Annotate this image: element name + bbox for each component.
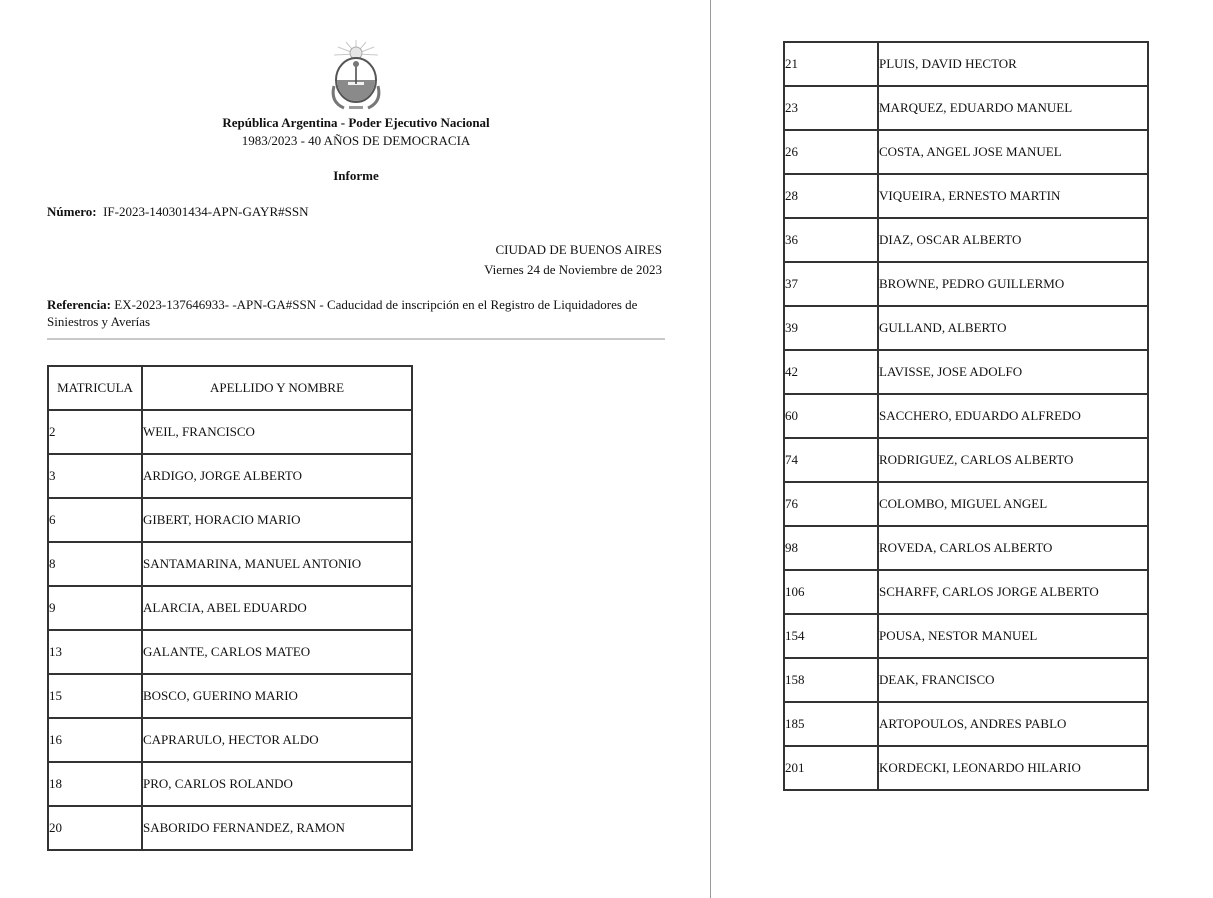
nombre-cell: DIAZ, OSCAR ALBERTO bbox=[878, 218, 1148, 262]
nombre-cell: KORDECKI, LEONARDO HILARIO bbox=[878, 746, 1148, 790]
nombre-cell: ROVEDA, CARLOS ALBERTO bbox=[878, 526, 1148, 570]
document-number-value: IF-2023-140301434-APN-GAYR#SSN bbox=[103, 204, 309, 219]
table-row bbox=[784, 86, 1148, 130]
table-row bbox=[784, 438, 1148, 482]
nombre-cell: PRO, CARLOS ROLANDO bbox=[142, 762, 412, 806]
table-row bbox=[48, 454, 412, 498]
matricula-cell: 2 bbox=[48, 410, 142, 454]
reference-label: Referencia: bbox=[47, 297, 112, 312]
nombre-cell: DEAK, FRANCISCO bbox=[878, 658, 1148, 702]
matricula-cell: 9 bbox=[48, 586, 142, 630]
matricula-cell: 98 bbox=[784, 526, 878, 570]
matricula-cell: 76 bbox=[784, 482, 878, 526]
document-reference bbox=[47, 296, 665, 330]
matricula-cell: 13 bbox=[48, 630, 142, 674]
matricula-cell: 26 bbox=[784, 130, 878, 174]
document-date: Viernes 24 de Noviembre de 2023 bbox=[484, 262, 662, 277]
table-row bbox=[784, 262, 1148, 306]
matricula-cell: 23 bbox=[784, 86, 878, 130]
matricula-cell: 20 bbox=[48, 806, 142, 850]
matricula-cell: 39 bbox=[784, 306, 878, 350]
nombre-cell: SANTAMARINA, MANUEL ANTONIO bbox=[142, 542, 412, 586]
reference-text: EX-2023-137646933- -APN-GA#SSN - Caducidad de inscripción en el Registro de Liquidadores de Siniestros y Averías bbox=[47, 297, 638, 329]
nombre-cell: BROWNE, PEDRO GUILLERMO bbox=[878, 262, 1148, 306]
table-row bbox=[784, 526, 1148, 570]
matricula-cell: 60 bbox=[784, 394, 878, 438]
nombre-cell: MARQUEZ, EDUARDO MANUEL bbox=[878, 86, 1148, 130]
nombre-cell: SCHARFF, CARLOS JORGE ALBERTO bbox=[878, 570, 1148, 614]
table-row bbox=[784, 702, 1148, 746]
matricula-cell: 106 bbox=[784, 570, 878, 614]
document-type-title: Informe bbox=[333, 168, 379, 183]
nombre-cell: POUSA, NESTOR MANUEL bbox=[878, 614, 1148, 658]
matricula-cell: 8 bbox=[48, 542, 142, 586]
table-row bbox=[784, 174, 1148, 218]
document-place: CIUDAD DE BUENOS AIRES bbox=[495, 242, 662, 257]
table-row bbox=[784, 350, 1148, 394]
table-row bbox=[784, 614, 1148, 658]
header-democracy: 1983/2023 - 40 AÑOS DE DEMOCRACIA bbox=[241, 133, 471, 148]
matricula-cell: 28 bbox=[784, 174, 878, 218]
matricula-cell: 6 bbox=[48, 498, 142, 542]
matricula-cell: 21 bbox=[784, 42, 878, 86]
nombre-cell: BOSCO, GUERINO MARIO bbox=[142, 674, 412, 718]
table-row bbox=[48, 498, 412, 542]
nombre-cell: LAVISSE, JOSE ADOLFO bbox=[878, 350, 1148, 394]
table-row bbox=[48, 674, 412, 718]
document-number bbox=[47, 204, 308, 220]
matricula-cell: 154 bbox=[784, 614, 878, 658]
nombre-cell: ARDIGO, JORGE ALBERTO bbox=[142, 454, 412, 498]
matricula-cell: 158 bbox=[784, 658, 878, 702]
matricula-cell: 18 bbox=[48, 762, 142, 806]
nombre-cell: RODRIGUEZ, CARLOS ALBERTO bbox=[878, 438, 1148, 482]
table-row bbox=[784, 306, 1148, 350]
matricula-cell: 201 bbox=[784, 746, 878, 790]
matricula-cell: 42 bbox=[784, 350, 878, 394]
table-row bbox=[784, 42, 1148, 86]
table-row bbox=[784, 218, 1148, 262]
table-row bbox=[784, 482, 1148, 526]
table-row bbox=[48, 806, 412, 850]
matricula-cell: 74 bbox=[784, 438, 878, 482]
matricula-cell: 16 bbox=[48, 718, 142, 762]
table-row bbox=[48, 586, 412, 630]
table-row bbox=[48, 542, 412, 586]
table-row bbox=[784, 570, 1148, 614]
document-number-label: Número: bbox=[47, 204, 97, 219]
nombre-cell: ARTOPOULOS, ANDRES PABLO bbox=[878, 702, 1148, 746]
nombre-cell: SACCHERO, EDUARDO ALFREDO bbox=[878, 394, 1148, 438]
nombre-cell: GALANTE, CARLOS MATEO bbox=[142, 630, 412, 674]
liquidators-table-right bbox=[783, 41, 1149, 791]
table-row bbox=[784, 658, 1148, 702]
nombre-cell: GULLAND, ALBERTO bbox=[878, 306, 1148, 350]
argentina-coat-of-arms-icon bbox=[328, 40, 384, 112]
nombre-cell: WEIL, FRANCISCO bbox=[142, 410, 412, 454]
column-header-nombre: APELLIDO Y NOMBRE bbox=[142, 366, 412, 410]
nombre-cell: CAPRARULO, HECTOR ALDO bbox=[142, 718, 412, 762]
table-row bbox=[784, 394, 1148, 438]
reference-divider bbox=[47, 338, 665, 340]
matricula-cell: 3 bbox=[48, 454, 142, 498]
table-row bbox=[48, 630, 412, 674]
table-row bbox=[784, 746, 1148, 790]
matricula-cell: 36 bbox=[784, 218, 878, 262]
matricula-cell: 185 bbox=[784, 702, 878, 746]
column-header-matricula: MATRICULA bbox=[48, 366, 142, 410]
header-republic: República Argentina - Poder Ejecutivo Nacional bbox=[222, 115, 490, 130]
table-row bbox=[784, 130, 1148, 174]
matricula-cell: 37 bbox=[784, 262, 878, 306]
table-row bbox=[48, 718, 412, 762]
nombre-cell: PLUIS, DAVID HECTOR bbox=[878, 42, 1148, 86]
matricula-cell: 15 bbox=[48, 674, 142, 718]
table-row bbox=[48, 410, 412, 454]
nombre-cell: GIBERT, HORACIO MARIO bbox=[142, 498, 412, 542]
nombre-cell: COLOMBO, MIGUEL ANGEL bbox=[878, 482, 1148, 526]
nombre-cell: ALARCIA, ABEL EDUARDO bbox=[142, 586, 412, 630]
nombre-cell: SABORIDO FERNANDEZ, RAMON bbox=[142, 806, 412, 850]
table-row bbox=[48, 762, 412, 806]
liquidators-table-left bbox=[47, 365, 413, 851]
table-header-row bbox=[48, 366, 412, 410]
nombre-cell: VIQUEIRA, ERNESTO MARTIN bbox=[878, 174, 1148, 218]
nombre-cell: COSTA, ANGEL JOSE MANUEL bbox=[878, 130, 1148, 174]
